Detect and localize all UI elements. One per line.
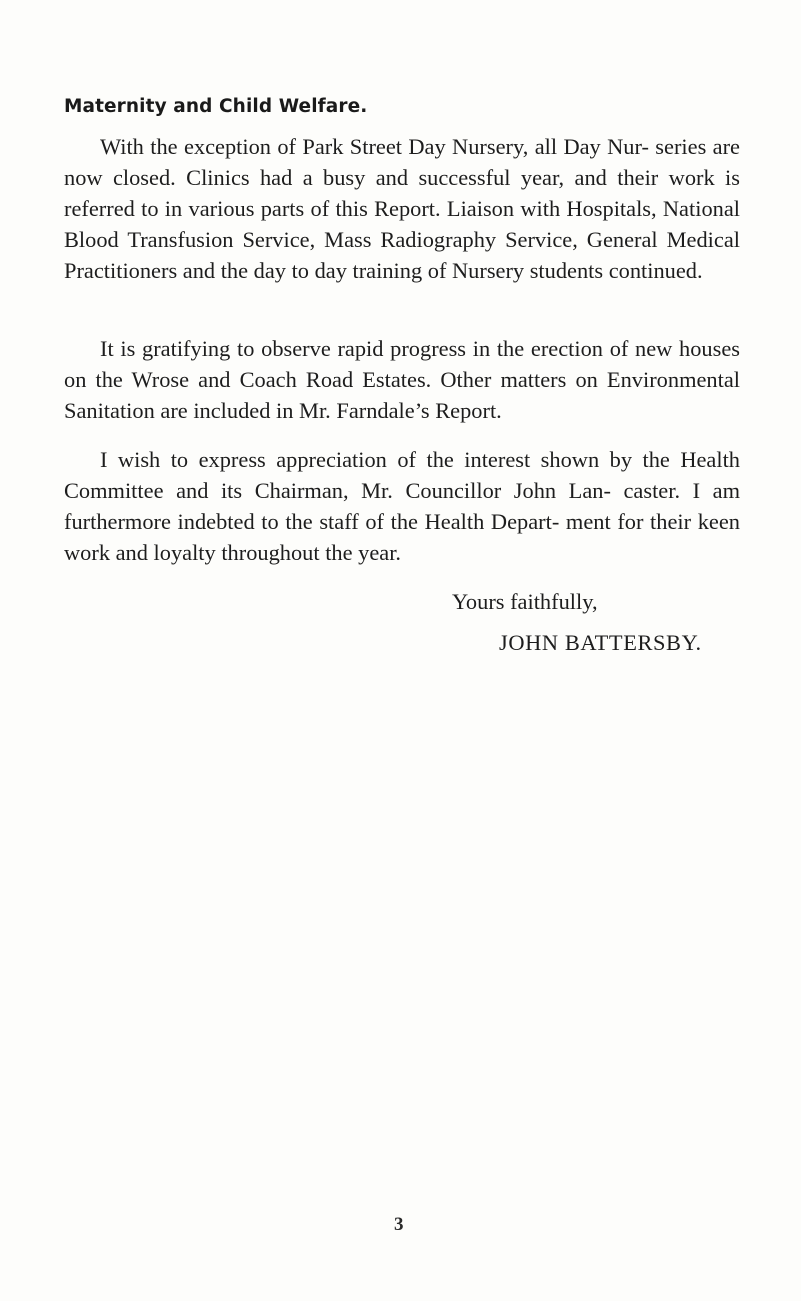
paragraph-housing-progress: It is gratifying to observe rapid progress in the erection of new houses on the Wrose and Coach Road Estates. Other matters on Environmental Sanitation are included in Mr. Farndale’s Report. [64,336,740,424]
paragraph-appreciation: I wish to express appreciation of the interest shown by the Health Committee and its Chairman, Mr. Councillor John Lan- caster. I am furthermore indebted to the staff of the Health Depart- ment for their keen work and loyalty throughout the year. [64,447,740,566]
page-number: 3 [394,1214,404,1235]
letter-closing: Yours faithfully, [452,589,598,614]
signatory-name: JOHN BATTERSBY. [499,630,702,655]
section-heading: Maternity and Child Welfare. [64,96,368,117]
paragraph-nurseries-clinics: With the exception of Park Street Day Nursery, all Day Nur- series are now closed. Clinics had a busy and successful year, and their work is referred to in various parts of this Report. Liaison with Hospitals, National Blood Transfusion Service, Mass Radiography Service, General Medical Practitioners and the day to day training of Nursery students continued. [64,134,740,284]
